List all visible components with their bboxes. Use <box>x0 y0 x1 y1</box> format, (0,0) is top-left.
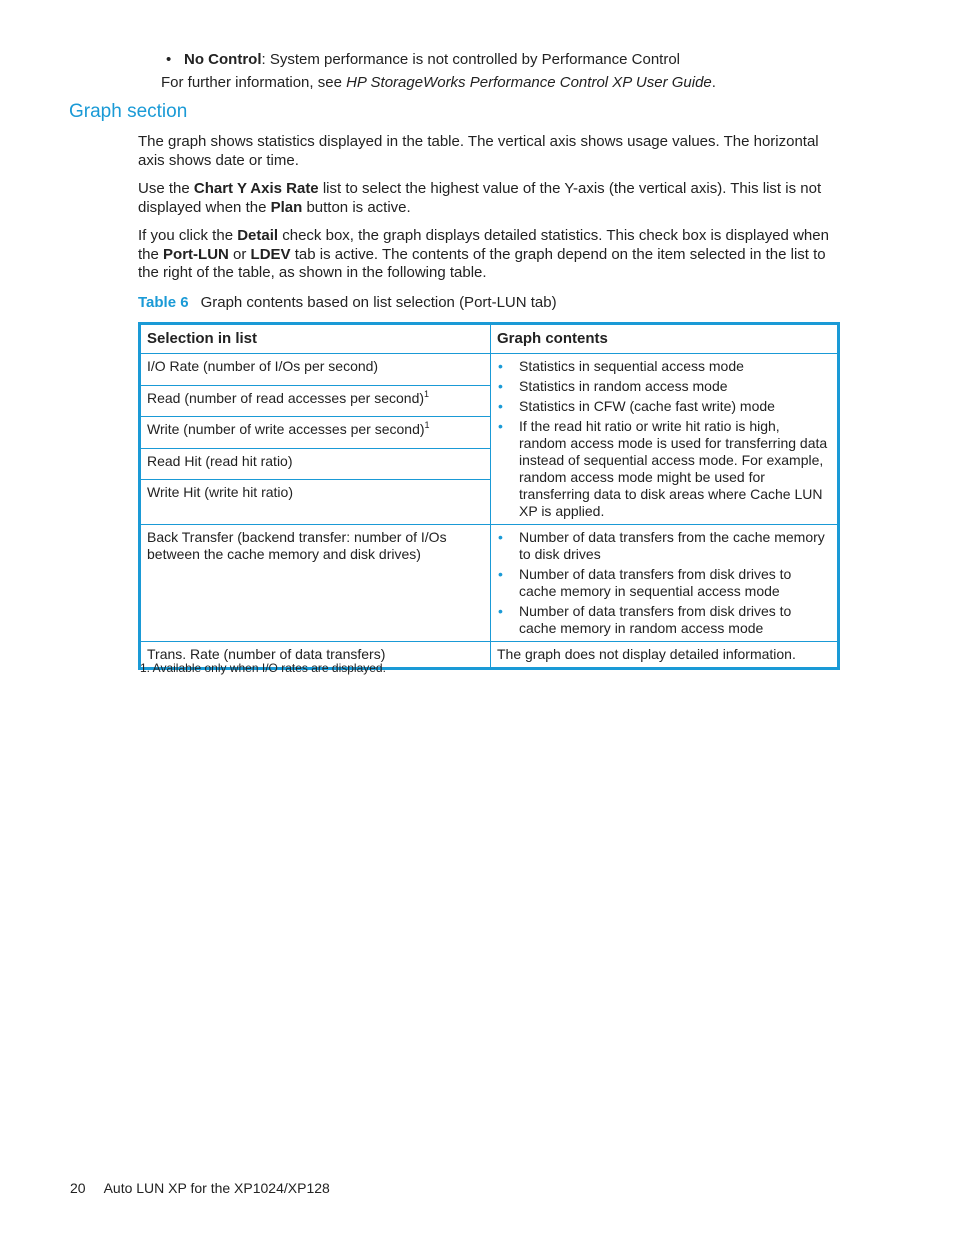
bullet-icon: • <box>498 418 503 434</box>
list-item-text: Number of data transfers from disk drives to cache memory in sequential access mode <box>519 566 792 599</box>
list-item <box>497 603 831 637</box>
list-item-text: Statistics in random access mode <box>519 378 728 394</box>
table-caption-text: Graph contents based on list selection (Port-LUN tab) <box>200 294 557 311</box>
table-row <box>140 354 839 386</box>
no-control-term: No Control <box>184 51 262 68</box>
row-read-hit <box>140 448 491 480</box>
list-item-text: Number of data transfers from the cache memory to disk drives <box>519 529 825 562</box>
text-fragment: If you click the <box>138 227 238 244</box>
graph-contents-table <box>138 322 840 670</box>
text-fragment: or <box>228 245 251 263</box>
table-caption <box>138 294 557 311</box>
selection-label: Back Transfer (backend transfer: number of I/Os between the cache memory and disk drives) <box>147 529 447 562</box>
footnote-ref: 1 <box>424 420 430 430</box>
list-item <box>497 566 831 600</box>
group1-contents-list <box>497 358 831 520</box>
bullet-icon: • <box>498 378 503 394</box>
selection-label: Trans. Rate (number of data transfers) <box>147 646 386 662</box>
list-item-text: Number of data transfers from disk drives to cache memory in random access mode <box>519 603 792 636</box>
footer-title: Auto LUN XP for the XP1024/XP128 <box>103 1180 330 1196</box>
selection-label: Write (number of write accesses per second) <box>147 421 425 437</box>
paragraph-graph-description: The graph shows statistics displayed in the table. The vertical axis shows usage values. The horizontal axis shows date or time. <box>138 133 819 169</box>
section-heading: Graph section <box>69 101 188 122</box>
list-item <box>497 529 831 563</box>
term-plan: Plan <box>270 198 303 216</box>
selection-label: Write Hit (write hit ratio) <box>147 484 293 500</box>
bullet-icon: • <box>498 529 503 545</box>
row-back-transfer <box>140 525 491 642</box>
list-item <box>497 358 831 375</box>
row-write <box>140 417 491 449</box>
list-item-text: If the read hit ratio or write hit ratio is high, random access mode is used for transferring data instead of sequential access mode. For example, random access mode might be used for transferring data to disk areas where Cache LUN XP is applied. <box>519 418 828 519</box>
further-suffix: . <box>711 74 716 91</box>
page-number: 20 <box>70 1180 86 1196</box>
group1-contents-cell <box>491 354 839 525</box>
row-io-rate <box>140 354 491 386</box>
group2-contents-cell <box>491 525 839 642</box>
term-ldev: LDEV <box>250 245 291 263</box>
bullet-icon: • <box>498 603 503 619</box>
table-row <box>140 525 839 642</box>
list-item <box>497 378 831 395</box>
row-write-hit <box>140 480 491 525</box>
trans-contents-cell: The graph does not display detailed information. <box>491 642 839 669</box>
term-chart-y-axis-rate: Chart Y Axis Rate <box>193 180 319 197</box>
header-graph-contents: Graph contents <box>491 324 839 354</box>
list-item <box>497 418 831 520</box>
table-number: Table 6 <box>138 294 189 311</box>
text-fragment: button is active. <box>302 198 411 216</box>
paragraph-detail-checkbox <box>138 227 848 283</box>
selection-label: Read Hit (read hit ratio) <box>147 452 293 469</box>
selection-label: Read (number of read accesses per second) <box>147 389 425 406</box>
no-control-text: : System performance is not controlled by Performance Control <box>261 51 680 68</box>
page-footer <box>70 1180 330 1196</box>
list-item-text: Statistics in CFW (cache fast write) mode <box>519 398 775 414</box>
bullet-icon: • <box>498 358 503 374</box>
bullet-icon: • <box>498 398 503 414</box>
group2-contents-list <box>497 529 831 637</box>
term-detail: Detail <box>237 227 279 244</box>
table-header-row <box>140 324 839 354</box>
list-item <box>497 398 831 415</box>
text-fragment: tab is active. The contents of the graph depend on the item selected in the list to the right of the table, as shown in the following table. <box>138 245 826 281</box>
text-fragment: Use the <box>138 180 194 197</box>
further-prefix: For further information, see <box>161 74 347 91</box>
paragraph-chart-y-axis <box>138 180 848 217</box>
table-footnote: 1. Available only when I/O rates are displayed. <box>140 661 386 675</box>
row-read <box>140 385 491 417</box>
text-fragment: list to select the highest value of the Y-axis (the vertical axis). This list is not displayed when the <box>138 180 822 216</box>
guide-title: HP StorageWorks Performance Control XP User Guide <box>346 74 712 91</box>
bullet-dot: • <box>166 51 172 68</box>
header-selection: Selection in list <box>140 324 491 354</box>
bullet-icon: • <box>498 566 503 582</box>
selection-label: I/O Rate (number of I/Os per second) <box>147 358 379 374</box>
term-port-lun: Port-LUN <box>163 245 229 263</box>
list-item-text: Statistics in sequential access mode <box>519 358 744 374</box>
footnote-ref: 1 <box>424 388 430 399</box>
further-info <box>161 74 716 91</box>
text-fragment: check box, the graph displays detailed statistics. This check box is displayed when the <box>138 227 829 263</box>
